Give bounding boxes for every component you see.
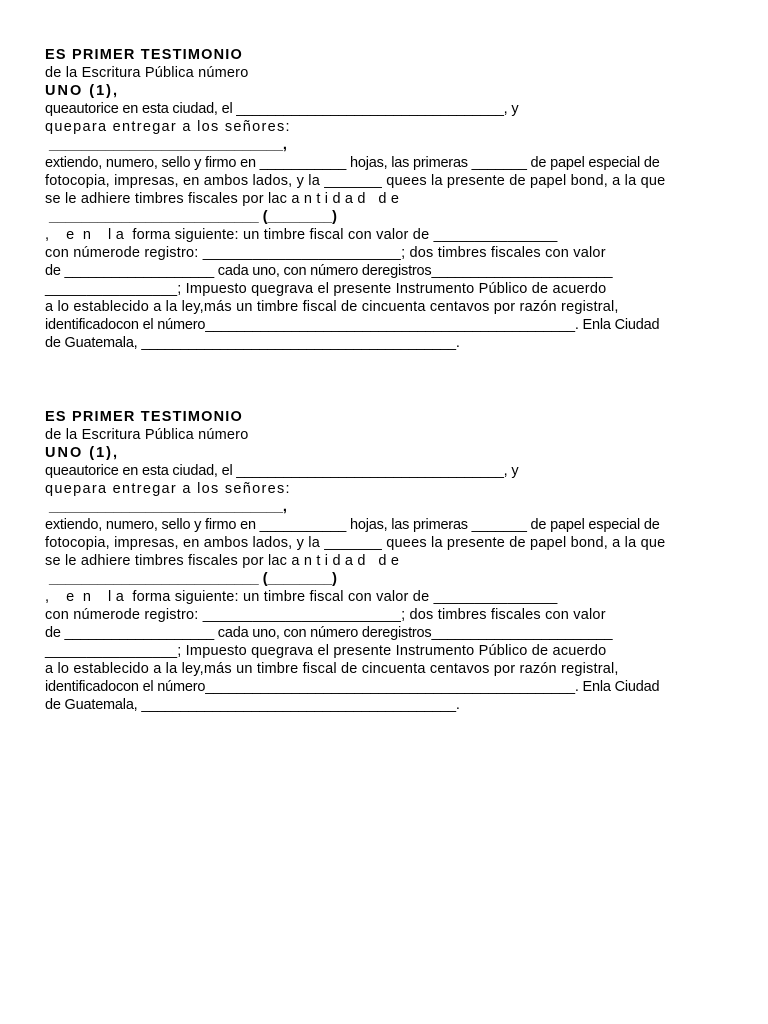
text-line: de ___________________ cada uno, con número deregistros_______________________	[45, 625, 613, 641]
text-line: se le adhiere timbres fiscales por lac a n t i d a d d e	[45, 191, 400, 207]
text-line: extiendo, numero, sello y firmo en ___________ hojas, las primeras _______ de papel especial de	[45, 517, 660, 533]
text-line: queautorice en esta ciudad, el __________________________________, y	[45, 463, 519, 479]
text-line: ________________; Impuesto quegrava el presente Instrumento Público de acuerdo	[45, 281, 607, 297]
text-line: , e n l a forma siguiente: un timbre fiscal con valor de _______________	[45, 227, 558, 243]
blank-line: __________________________ (________)	[45, 209, 337, 225]
blank-line: _____________________________,	[45, 499, 287, 515]
text-line: se le adhiere timbres fiscales por lac a n t i d a d d e	[45, 553, 400, 569]
text-line: queautorice en esta ciudad, el __________________________________, y	[45, 101, 519, 117]
blank-line: __________________________ (________)	[45, 571, 337, 587]
text-line: fotocopia, impresas, en ambos lados, y la _______ quees la presente de papel bond, a la que	[45, 535, 666, 551]
text-line: a lo establecido a la ley,más un timbre fiscal de cincuenta centavos por razón registral,	[45, 299, 619, 315]
text-line: identificadocon el número_______________________________________________. Enla Ciudad	[45, 679, 660, 695]
testimonio-block-2	[45, 408, 735, 714]
text-line: con númerode registro: ________________________; dos timbres fiscales con valor	[45, 607, 606, 623]
text-line: extiendo, numero, sello y firmo en ___________ hojas, las primeras _______ de papel especial de	[45, 155, 660, 171]
text-line: , e n l a forma siguiente: un timbre fiscal con valor de _______________	[45, 589, 558, 605]
text-line: de Guatemala, ________________________________________.	[45, 697, 460, 713]
text-line: fotocopia, impresas, en ambos lados, y la _______ quees la presente de papel bond, a la que	[45, 173, 666, 189]
text-line: de ___________________ cada uno, con número deregistros_______________________	[45, 263, 613, 279]
blank-line: _____________________________,	[45, 137, 287, 153]
escritura-label: de la Escritura Pública número	[45, 65, 249, 81]
testimonio-title: ES PRIMER TESTIMONIO	[45, 47, 244, 63]
text-line: de Guatemala, ________________________________________.	[45, 335, 460, 351]
text-line: a lo establecido a la ley,más un timbre fiscal de cincuenta centavos por razón registral,	[45, 661, 619, 677]
testimonio-block-1	[45, 46, 735, 352]
escritura-number: UNO (1),	[45, 445, 119, 461]
testimonio-title: ES PRIMER TESTIMONIO	[45, 409, 244, 425]
escritura-number: UNO (1),	[45, 83, 119, 99]
text-line: con númerode registro: ________________________; dos timbres fiscales con valor	[45, 245, 606, 261]
text-line: quepara entregar a los señores:	[45, 481, 291, 497]
text-line: quepara entregar a los señores:	[45, 119, 291, 135]
text-line: ________________; Impuesto quegrava el presente Instrumento Público de acuerdo	[45, 643, 607, 659]
text-line: identificadocon el número_______________________________________________. Enla Ciudad	[45, 317, 660, 333]
escritura-label: de la Escritura Pública número	[45, 427, 249, 443]
